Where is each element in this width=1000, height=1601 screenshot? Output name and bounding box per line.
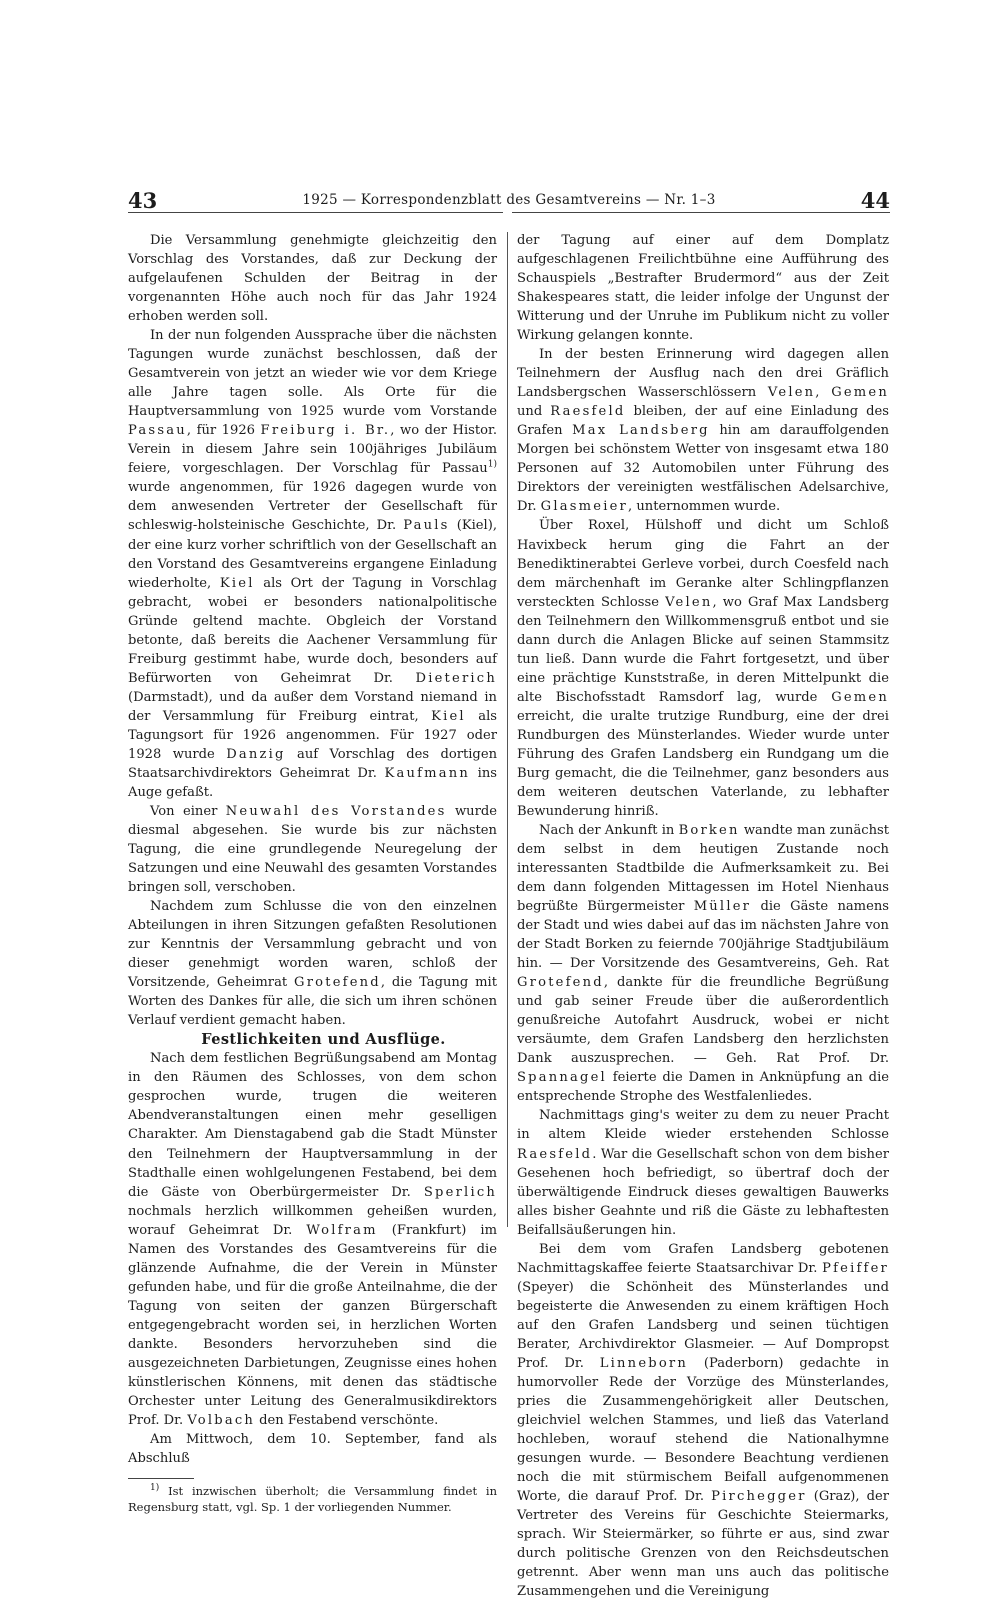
place-name: Gemen — [831, 689, 889, 705]
person-name: Wolfram — [306, 1222, 378, 1238]
column-divider — [507, 232, 508, 1227]
footnote-reference: 1) — [487, 460, 497, 471]
paragraph: Nach der Ankunft in Borken wandte man zunächst dem selbst in dem heutigen Zustande noch interessanten Stadtbilde die Aufmerksamkeit zu. Bei dem dann folgenden Mittagessen im Hotel Nienhaus begrüßte Bürgermeister Müller die Gäste namens der Stadt und wies dabei auf das im nächsten Jahre von der Stadt Borken zu feiernde 700jährige Stadtjubiläum hin. — Der Vorsitzende des Gesamtvereins, Geh. Rat Grotefend, dankte für die freundliche Begrüßung und gab seiner Freude über die außerordentlich genußreiche Autofahrt Ausdruck, wobei er nicht versäumte, dem Grafen Landsberg den herzlichsten Dank auszusprechen. — Geh. Rat Prof. Dr. Spannagel feierte die Damen in Anknüpfung an die entsprechende Strophe des Westfalenliedes. — [517, 822, 889, 1105]
person-name: Grotefend — [294, 975, 381, 991]
paragraph: Nach dem festlichen Begrüßungsabend am Montag in den Räumen des Schlosses, von dem schon gesprochen wurde, trugen die weiteren Abendveranstaltungen einen mehr geselligen Charakter. Am Dienstagabend gab die Stadt Münster den Teilnehmern der Hauptversammlung in der Stadthalle einen wohlgelungenen Festabend, bei dem die Gäste von Oberbürgermeister Dr. Sperlich nochmals herzlich willkommen geheißen wurden, worauf Geheimrat Dr. Wolfram (Frankfurt) im Namen des Vorstandes des Gesamtvereins für die glänzende Aufnahme, die der Verein in Münster gefunden habe, und für die große Anteilnahme, die der Tagung von seiten der ganzen Bürgerschaft entgegengebracht worden sei, in herzlichen Worten dankte. Besonders hervorzuheben sind die ausgezeichneten Darbietungen, Zeugnisse eines hohen künstlerischen Könnens, mit denen das städtische Orchester unter Leitung des Generalmusikdirektors Prof. Dr. Volbach den Festabend verschönte. — [128, 1051, 497, 1428]
person-name: Pirchegger — [711, 1489, 807, 1505]
paragraph: Bei dem vom Grafen Landsberg gebotenen Nachmittagskaffee feierte Staatsarchivar Dr. Pfeiffer (Speyer) die Schönheit des Münsterlandes und begeisterte die Anwesenden zu einem kräftigen Hoch auf den Grafen Landsberg und seinen tüchtigen Berater, Archivdirektor Glasmeier. — Auf Dompropst Prof. Dr. Linneborn (Paderborn) gedachte in humorvoller Rede der Vorzüge des Münsterlandes, pries die Zusammengehörigkeit aller Deutschen, gleichviel welchen Stammes, und ließ das Vaterland hochleben, worauf stehend die Nationalhymne gesungen wurde. — Besondere Beachtung verdienen noch die mit stürmischem Beifall aufgenommenen Worte, die darauf Prof. Dr. Pirchegger (Graz), der Vertreter des Vereins für Geschichte Steiermarks, sprach. Wir Steiermärker, so führte er aus, sind zwar durch politische Grenzen von den Reichsdeutschen getrennt. Aber wenn man uns auch das politische Zusammengehen und die Vereinigung — [517, 1241, 890, 1600]
page-header — [128, 188, 890, 214]
place-name: Raesfeld — [550, 404, 626, 420]
person-name: Max Landsberg — [572, 423, 710, 439]
place-name: Kiel — [431, 708, 466, 724]
footnote: $^{1)}$ Ist inzwischen überholt; die Versammlung findet in Regensburg statt, vgl. Sp. 1 der vorliegenden Nummer. — [128, 1483, 497, 1515]
paragraph: In der nun folgenden Aussprache über die nächsten Tagungen wurde zunächst beschlossen, daß der Gesamtverein von jetzt an wieder wie vor dem Kriege alle Jahre tagen solle. Als Orte für die Hauptversammlung von 1925 wurde vom Vorstande Passau, für 1926 Freiburg i. Br., wo der Histor. Verein in diesem Jahre sein 100jähriges Jubiläum feiere, vorgeschlagen. Der Vorschlag für Passau$^{1)}$ wurde angenommen, für 1926 dagegen wurde von dem anwesenden Vertreter der Gesellschaft für schleswig-holsteinische Geschichte, Dr. Pauls (Kiel), der eine kurz vorher schriftlich von der Gesellschaft an den Vorstand des Gesamtvereins ergangene Einladung wiederholte, Kiel als Ort der Tagung in Vorschlag gebracht, wobei er besonders nationalpolitische Gründe geltend machte. Obgleich der Vorstand betonte, daß bereits die Aachener Versammlung für Freiburg gestimmt habe, wurde doch, besonders auf Befürworten von Geheimrat Dr. Dieterich (Darmstadt), und da außer dem Vorstand niemand in der Versammlung für Freiburg eintrat, Kiel als Tagungsort für 1926 angenommen. Für 1927 oder 1928 wurde Danzig auf Vorschlag des dortigen Staatsarchivdirektors Geheimrat Dr. Kaufmann ins Auge gefaßt. — [128, 328, 497, 800]
running-title: 1925 — Korrespondenzblatt des Gesamtvereins — Nr. 1–3 — [302, 192, 716, 208]
person-name: Dieterich — [415, 670, 497, 686]
person-name: Spannagel — [517, 1070, 607, 1086]
place-name: Danzig — [226, 746, 286, 762]
person-name: Kaufmann — [384, 765, 471, 781]
page-number-left: 43 — [128, 188, 158, 213]
person-name: Pfeiffer — [822, 1260, 889, 1276]
header-rule-right — [512, 212, 890, 213]
paragraph: Nachmittags ging's weiter zu dem zu neuer Pracht in altem Kleide wieder erstehenden Schlosse Raesfeld. War die Gesellschaft schon von dem bisher Gesehenen hoch befriedigt, so übertraf doch der überwältigende Eindruck dieses gewaltigen Bauwerks alles bisher Geahnte und riß die Gäste zu lebhaftesten Beifallsäußerungen hin. — [517, 1108, 889, 1238]
paragraph: Nachdem zum Schlusse die von den einzelnen Abteilungen in ihren Sitzungen gefaßten Resolutionen zur Kenntnis der Versammlung gebracht und von dieser genehmigt worden waren, schloß der Vorsitzende, Geheimrat Grotefend, die Tagung mit Worten des Dankes für alle, die sich um ihren schönen Verlauf verdient gemacht haben. — [128, 899, 497, 1029]
paragraph: In der besten Erinnerung wird dagegen allen Teilnehmern der Ausflug nach den drei Gräflich Landsbergschen Wasserschlössern Velen, Gemen und Raesfeld bleiben, der auf eine Einladung des Grafen Max Landsberg hin am darauffolgenden Morgen bei schönstem Wetter von insgesamt etwa 180 Personen auf 32 Automobilen unter Führung des Direktors der vereinigten westfälischen Adelsarchive, Dr. Glasmeier, unternommen wurde. — [517, 347, 889, 515]
person-name: Grotefend — [517, 975, 604, 991]
paragraph: Am Mittwoch, dem 10. September, fand als Abschluß — [128, 1431, 497, 1466]
place-name: Kiel — [219, 575, 255, 591]
page-number-right: 44 — [860, 188, 890, 213]
place-name: Raesfeld — [517, 1146, 593, 1162]
place-name: Velen — [767, 385, 816, 401]
person-name: Linneborn — [599, 1355, 689, 1371]
place-name: Gemen — [831, 385, 889, 401]
place-name: Freiburg i. Br. — [260, 423, 391, 439]
emphasis: Neuwahl des Vorstandes — [225, 803, 447, 819]
header-rule-left — [128, 212, 503, 213]
left-column — [128, 231, 497, 1515]
place-name: Velen — [665, 594, 713, 610]
place-name: Borken — [678, 822, 740, 838]
paragraph: der Tagung auf einer auf dem Domplatz aufgeschlagenen Freilichtbühne eine Aufführung des Schauspiels „Bestrafter Brudermord“ aus der Zeit Shakespeares statt, die leider infolge der Ungunst der Witterung und der Unruhe im Publikum nicht zu voller Wirkung gelangen konnte. — [517, 233, 889, 344]
right-column — [517, 231, 889, 1601]
paragraph: Die Versammlung genehmigte gleichzeitig den Vorschlag des Vorstandes, daß zur Deckung der aufgelaufenen Schulden der Beitrag in der vorgenannten Höhe auch noch für das Jahr 1924 erhoben werden soll. — [128, 233, 497, 325]
section-heading: Festlichkeiten und Ausflüge. — [201, 1031, 446, 1049]
paragraph: Über Roxel, Hülshoff und dicht um Schloß Havixbeck herum ging die Fahrt an der Benediktinerabtei Gerleve vorbei, durch Coesfeld nach dem märchenhaft im Geranke alter Schlingpflanzen versteckten Schlosse Velen, wo Graf Max Landsberg den Teilnehmern den Willkommensgruß entbot und sie dann durch die Anlagen Blicke auf seinen Stammsitz tun ließ. Dann wurde die Fahrt fortgesetzt, und über eine prächtige Kunststraße, in deren Mittelpunkt die alte Bischofsstadt Ramsdorf lag, wurde Gemen erreicht, die uralte trutzige Rundburg, eine der drei Rundburgen des Münsterlandes. Wieder wurde unter Führung des Grafen Landsberg ein Rundgang um die Burg gemacht, die die Teilnehmer, ganz besonders aus dem weiteren deutschen Vaterlande, zu lebhafter Bewunderung hinriß. — [517, 518, 889, 819]
person-name: Volbach — [187, 1412, 255, 1428]
person-name: Sperlich — [423, 1184, 497, 1200]
person-name: Pauls — [403, 518, 450, 534]
footnote-rule — [128, 1478, 194, 1479]
person-name: Müller — [693, 899, 752, 915]
place-name: Passau — [128, 423, 187, 439]
person-name: Glasmeier — [540, 499, 628, 515]
paragraph: Von einer Neuwahl des Vorstandes wurde diesmal abgesehen. Sie wurde bis zur nächsten Tagung, die eine grundlegende Neuregelung der Satzungen und eine Neuwahl des gesamten Vorstandes bringen soll, verschoben. — [128, 803, 497, 896]
